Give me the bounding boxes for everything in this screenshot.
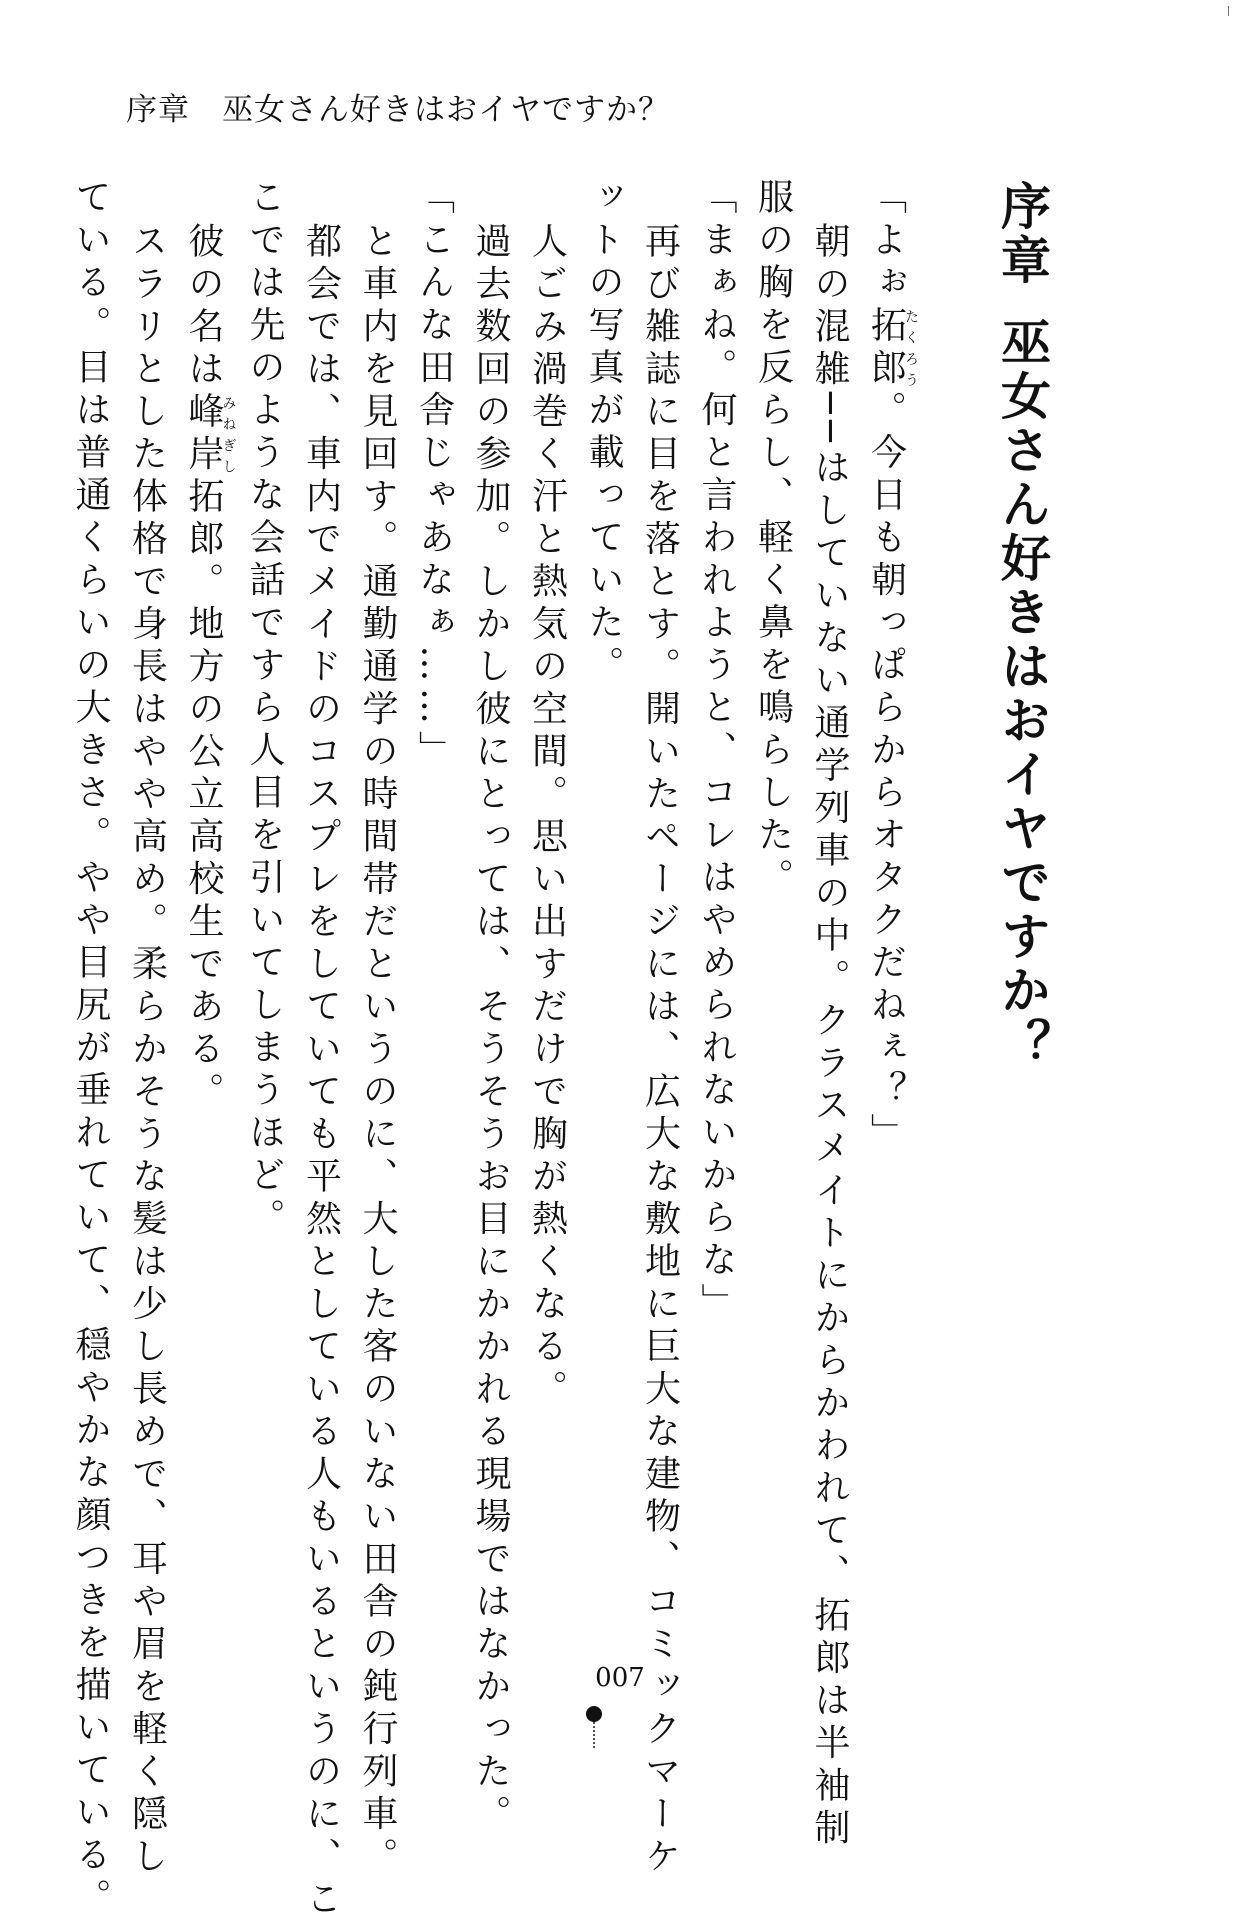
paragraph: 彼の名は峰岸みねぎし拓郎。地方の公立高校生である。 [183,222,237,1115]
chapter-title-text: 巫女さん好きはおイヤですか？ [993,316,1051,1072]
paragraph: 人ごみ渦巻く汗と熱気の空間。思い出すだけで胸が熱くなる。 [526,222,568,1412]
ruby-base: 拓郎 [865,305,907,391]
paragraph: 「こんな田舎じゃあなぁ……」 [413,178,455,773]
page-number: 007 [595,1663,645,1693]
paragraph: 朝の混雑──はしていない通学列車の中。クラスメイトにからかわれて、拓郎は半袖制 [809,222,850,1851]
running-head: 序章 巫女さん好きはおイヤですか？ [126,92,670,128]
ruby-reading: たくろう [903,305,919,391]
paragraph: 「よぉ拓郎たくろう。今日も朝っぱらからオタクだねぇ？」 [865,178,919,1156]
paragraph: こでは先のような会話ですら人目を引いてしまうほど。 [244,178,285,1241]
paragraph: 過去数回の参加。しかし彼にとっては、そうそうお目にかかれる現場ではなかった。 [470,222,511,1837]
paragraph: と車内を見回す。通勤通学の時間帯だというのに、大した客のいない田舎の鈍行列車。 [357,222,398,1880]
paragraph: 再び雑誌に目を落とす。開いたページには、広大な敷地に巨大な建物、コミックマーケ [639,222,681,1880]
paragraph: 「まぁね。何と言われようと、コレはやめられないからな」 [696,178,737,1326]
page-marker-line [593,1722,595,1748]
ruby-reading: みねぎし [220,392,237,477]
crop-mark [1228,6,1229,16]
ruby-annotation [865,305,919,391]
paragraph: 服の胸を反らし、軽く鼻を鳴らした。 [752,178,794,901]
page-marker-dot [586,1706,602,1722]
paragraph: スラリとした体格で身長はやや高め。柔らかそうな髪は少し長めで、耳や眉を軽く隠し [126,222,168,1880]
chapter-title [990,180,1054,1072]
ruby-annotation [183,392,237,477]
chapter-label: 序章 [993,180,1051,288]
ruby-base: 峰岸 [183,392,224,477]
paragraph: 都会では、車内でメイドのコスプレをしていても平然としている人もいるというのに、こ [300,222,342,1922]
paragraph: ットの写真が載っていた。 [583,178,624,688]
paragraph: ている。目は普通くらいの大きさ。やや目尻が垂れていて、穏やかな顔つきを描いている。 [70,178,111,1921]
